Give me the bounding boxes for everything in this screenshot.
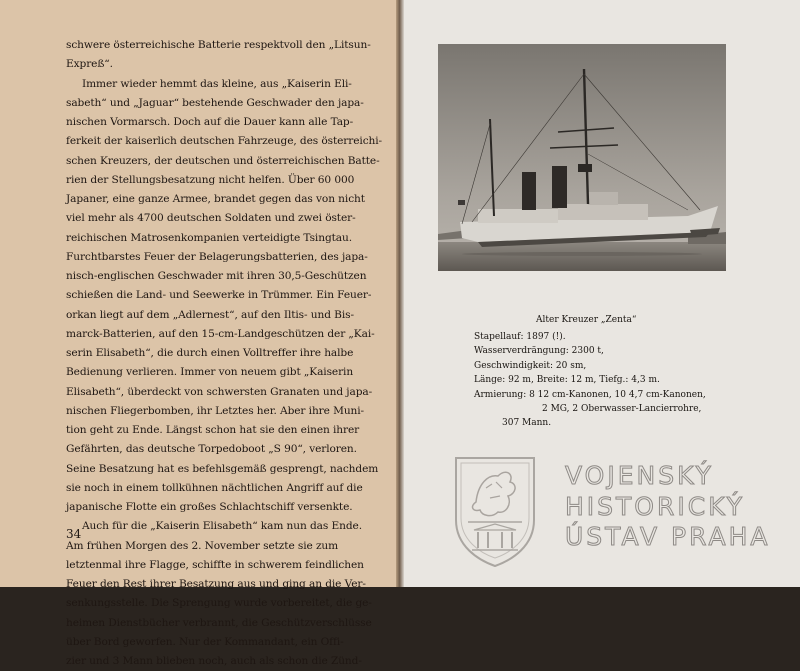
text-line: tion geht zu Ende. Längst schon hat sie den einen ihrer	[66, 424, 360, 436]
spec-line: 307 Mann.	[502, 418, 552, 429]
text-line: rien der Stellungsbesatzung nicht helfen. Über 60 000	[66, 173, 355, 186]
book-gutter	[396, 0, 404, 587]
text-line: schen Kreuzers, der deutschen und österreichischen Batte-	[66, 154, 380, 167]
spec-line: Stapellauf: 1897 (!).	[474, 332, 566, 342]
text-line: Expreß“.	[66, 58, 113, 71]
body-text	[66, 36, 383, 671]
text-line: Am frühen Morgen des 2. November setzte sie zum	[66, 539, 339, 552]
text-line: heimen Dienstbücher verbrannt, die Geschützverschlüsse	[66, 616, 372, 629]
watermark-line: HISTORICKÝ	[565, 492, 745, 521]
text-line: Bedienung verlieren. Immer von neuem gibt „Kaiserin	[66, 366, 354, 379]
text-line: senkungsstelle. Die Sprengung wurde vorbereitet, die ge-	[66, 597, 372, 610]
spec-line: Wasserverdrängung: 2300 t,	[474, 346, 604, 357]
photo-caption-title: Alter Kreuzer „Zenta“	[536, 315, 637, 325]
text-line: letztenmal ihre Flagge, schiffte in schwerem feindlichen	[66, 558, 364, 571]
text-line: nischen Vormarsch. Doch auf die Dauer kann alle Tap-	[66, 116, 354, 128]
text-line: Gefährten, das deutsche Torpedoboot „S 90“, verloren.	[66, 443, 357, 456]
spec-line: 2 MG, 2 Oberwasser-Lancierrohre,	[542, 404, 702, 415]
text-line: nischen Fliegerbomben, ihr Letztes her. Aber ihre Muni-	[66, 404, 365, 417]
watermark-line: ÚSTAV PRAHA	[565, 522, 771, 551]
text-line: japanische Flotte ein großes Schlachtschiff versenkte.	[66, 501, 353, 513]
text-line: Feuer den Rest ihrer Besatzung aus und ging an die Ver-	[66, 578, 366, 590]
text-line: Seine Besatzung hat es befehlsgemäß gesprengt, nachdem	[66, 462, 379, 475]
text-line: über Bord geworfen. Nur der Kommandant, ein Offi-	[66, 635, 344, 648]
museum-lion-shield-logo	[452, 454, 538, 570]
text-line: nisch-englischen Geschwader mit ihren 30,5-Geschützen	[66, 270, 367, 282]
text-line: zier und 3 Mann blieben noch, auch als schon die Zünd-	[66, 655, 362, 667]
text-line: Japaner, eine ganze Armee, brandet gegen das von nicht	[66, 193, 365, 205]
text-line: marck-Batterien, auf den 15-cm-Landgeschützen der „Kai-	[66, 327, 375, 340]
text-line: serin Elisabeth“, die durch einen Volltreffer ihre halbe	[66, 347, 354, 359]
spec-line: Geschwindigkeit: 20 sm,	[474, 360, 587, 371]
text-line: schwere österreichische Batterie respektvoll den „Litsun-	[66, 39, 371, 51]
text-line: ferkeit der kaiserlich deutschen Fahrzeuge, des österreichi-	[66, 135, 383, 148]
cruiser-photo	[438, 44, 726, 271]
ship-specifications	[474, 330, 734, 431]
text-line: Immer wieder hemmt das kleine, aus „Kaiserin Eli-	[82, 77, 352, 90]
text-line: sie noch in einem tollkühnen nächtlichen Angriff auf die	[66, 481, 363, 494]
left-page	[0, 0, 398, 667]
text-line: orkan liegt auf dem „Adlernest“, auf den Iltis- und Bis-	[66, 308, 354, 321]
text-line: viel mehr als 4700 deutschen Soldaten und zwei öster-	[66, 212, 356, 225]
text-line: Auch für die „Kaiserin Elisabeth“ kam nun das Ende.	[82, 520, 362, 533]
watermark-line: VOJENSKÝ	[565, 461, 714, 490]
text-line: Elisabeth“, überdeckt von schwersten Granaten und japa-	[66, 385, 373, 398]
text-line: reichischen Matrosenkompanien verteidigte Tsingtau.	[66, 231, 352, 244]
spec-line: Armierung: 8 12 cm-Kanonen, 10 4,7 cm-Kanonen,	[474, 389, 706, 400]
text-line: sabeth“ und „Jaguar“ bestehende Geschwader den japa-	[66, 96, 364, 109]
text-line: schießen die Land- und Seewerke in Trümmer. Ein Feuer-	[66, 289, 372, 302]
text-line: Furchtbarstes Feuer der Belagerungsbatterien, des japa-	[66, 250, 368, 263]
page-number: 34	[66, 527, 82, 541]
cruiser-photo-illustration	[438, 44, 726, 271]
spec-line: Länge: 92 m, Breite: 12 m, Tiefg.: 4,3 m.	[474, 375, 660, 386]
